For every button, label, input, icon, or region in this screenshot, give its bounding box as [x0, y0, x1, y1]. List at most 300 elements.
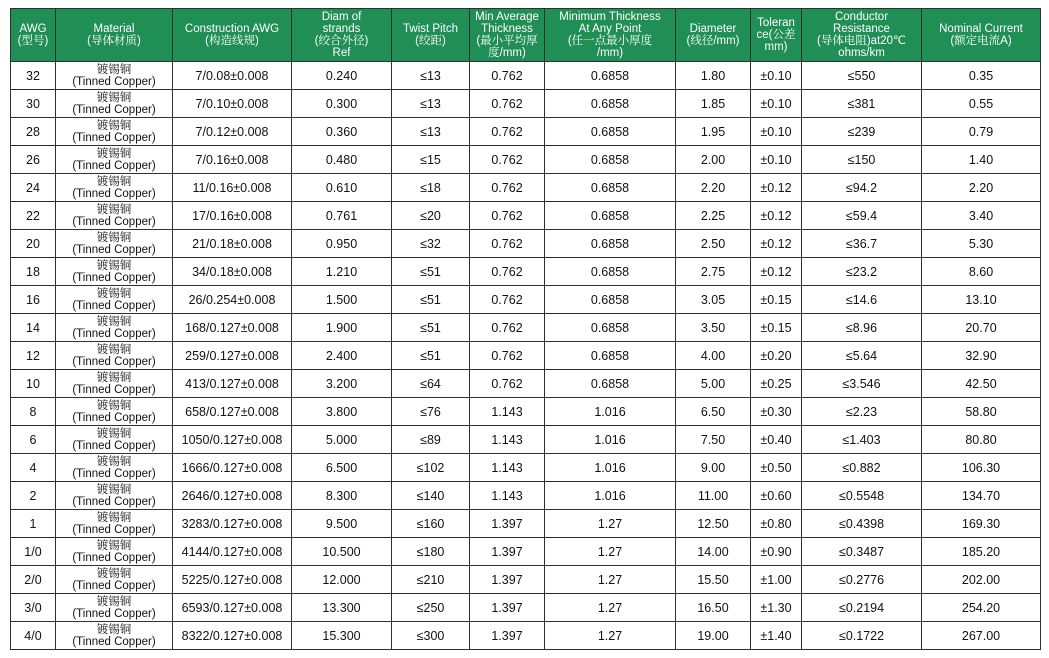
material-cn: 镀锡铜 [96, 91, 132, 104]
cell-construction: 168/0.127±0.008 [173, 314, 292, 342]
table-row [11, 370, 1041, 398]
cell-awg: 1 [11, 510, 56, 538]
cell-min-avg-thickness: 1.143 [470, 426, 545, 454]
cell-resistance: ≤14.6 [802, 286, 922, 314]
cell-min-avg-thickness: 1.143 [470, 482, 545, 510]
header-line: (绞距) [415, 35, 446, 47]
cell-resistance: ≤0.2194 [802, 594, 922, 622]
material-cn: 镀锡铜 [96, 63, 132, 76]
cell-awg: 3/0 [11, 594, 56, 622]
cell-construction: 1666/0.127±0.008 [173, 454, 292, 482]
cell-min-avg-thickness: 1.397 [470, 510, 545, 538]
cell-twist-pitch: ≤160 [392, 510, 470, 538]
material-en: (Tinned Copper) [72, 355, 156, 368]
cell-min-avg-thickness: 0.762 [470, 202, 545, 230]
material-en: (Tinned Copper) [72, 523, 156, 536]
cell-diameter: 2.20 [676, 174, 751, 202]
cell-diam-strands: 5.000 [292, 426, 392, 454]
cell-min-avg-thickness: 1.397 [470, 538, 545, 566]
cell-material [56, 202, 173, 230]
material-cn: 镀锡铜 [96, 343, 132, 356]
cell-diameter: 2.00 [676, 146, 751, 174]
material-cn: 镀锡铜 [96, 287, 132, 300]
material-en: (Tinned Copper) [72, 579, 156, 592]
header-line: (构造线规) [205, 35, 259, 47]
cell-twist-pitch: ≤32 [392, 230, 470, 258]
cell-diam-strands: 12.000 [292, 566, 392, 594]
cell-current: 42.50 [922, 370, 1041, 398]
table-row [11, 258, 1041, 286]
cell-construction: 3283/0.127±0.008 [173, 510, 292, 538]
material-cn: 镀锡铜 [96, 539, 132, 552]
material-cn: 镀锡铜 [96, 595, 132, 608]
table-row [11, 594, 1041, 622]
cell-min-thickness: 1.27 [545, 594, 676, 622]
header-diameter [676, 9, 751, 62]
table-row [11, 202, 1041, 230]
header-line: Conductor [834, 11, 889, 23]
material-cn: 镀锡铜 [96, 427, 132, 440]
header-line: (导体电阻)at20℃ [817, 35, 906, 47]
cell-diam-strands: 9.500 [292, 510, 392, 538]
cell-awg: 22 [11, 202, 56, 230]
cell-current: 169.30 [922, 510, 1041, 538]
cell-min-avg-thickness: 0.762 [470, 146, 545, 174]
table-row [11, 174, 1041, 202]
header-current [922, 9, 1041, 62]
cell-min-thickness: 1.016 [545, 426, 676, 454]
cell-awg: 26 [11, 146, 56, 174]
cell-diameter: 2.50 [676, 230, 751, 258]
cell-construction: 17/0.16±0.008 [173, 202, 292, 230]
header-line: Diam of [321, 11, 362, 23]
cell-current: 185.20 [922, 538, 1041, 566]
cell-material [56, 538, 173, 566]
header-line: (导体材质) [87, 35, 141, 47]
cell-awg: 28 [11, 118, 56, 146]
cell-awg: 12 [11, 342, 56, 370]
cell-material [56, 62, 173, 90]
cell-resistance: ≤0.1722 [802, 622, 922, 650]
cell-min-avg-thickness: 0.762 [470, 230, 545, 258]
header-line: (最小平均厚 [476, 35, 538, 47]
cell-resistance: ≤1.403 [802, 426, 922, 454]
cell-material [56, 426, 173, 454]
cell-tolerance: ±0.10 [751, 90, 802, 118]
cell-awg: 2/0 [11, 566, 56, 594]
cell-twist-pitch: ≤300 [392, 622, 470, 650]
cell-min-avg-thickness: 0.762 [470, 286, 545, 314]
header-line: Diameter [689, 23, 737, 35]
cell-tolerance: ±0.12 [751, 230, 802, 258]
cell-awg: 30 [11, 90, 56, 118]
table-row [11, 622, 1041, 650]
material-en: (Tinned Copper) [72, 271, 156, 284]
cell-current: 3.40 [922, 202, 1041, 230]
cell-tolerance: ±1.30 [751, 594, 802, 622]
cell-resistance: ≤59.4 [802, 202, 922, 230]
cell-resistance: ≤381 [802, 90, 922, 118]
table-row [11, 314, 1041, 342]
table-row [11, 454, 1041, 482]
cell-min-thickness: 0.6858 [545, 314, 676, 342]
cell-diameter: 1.85 [676, 90, 751, 118]
cell-diameter: 15.50 [676, 566, 751, 594]
cell-tolerance: ±0.30 [751, 398, 802, 426]
material-en: (Tinned Copper) [72, 495, 156, 508]
cell-twist-pitch: ≤13 [392, 62, 470, 90]
cell-twist-pitch: ≤64 [392, 370, 470, 398]
cell-tolerance: ±1.00 [751, 566, 802, 594]
cell-min-avg-thickness: 1.397 [470, 622, 545, 650]
cell-twist-pitch: ≤250 [392, 594, 470, 622]
cell-twist-pitch: ≤18 [392, 174, 470, 202]
cell-tolerance: ±0.90 [751, 538, 802, 566]
header-min-thickness [545, 9, 676, 62]
cell-current: 0.79 [922, 118, 1041, 146]
header-line: mm) [764, 41, 788, 53]
cell-construction: 7/0.10±0.008 [173, 90, 292, 118]
cell-construction: 259/0.127±0.008 [173, 342, 292, 370]
table-row [11, 426, 1041, 454]
cell-diam-strands: 0.480 [292, 146, 392, 174]
table-row [11, 146, 1041, 174]
cell-resistance: ≤0.2776 [802, 566, 922, 594]
cell-min-thickness: 1.27 [545, 622, 676, 650]
cell-material [56, 286, 173, 314]
material-cn: 镀锡铜 [96, 259, 132, 272]
header-line: AWG [19, 23, 47, 35]
header-line: strands [322, 23, 361, 35]
cell-material [56, 622, 173, 650]
material-en: (Tinned Copper) [72, 103, 156, 116]
material-cn: 镀锡铜 [96, 203, 132, 216]
cell-twist-pitch: ≤15 [392, 146, 470, 174]
cell-twist-pitch: ≤180 [392, 538, 470, 566]
header-line: Material [93, 23, 135, 35]
cell-current: 80.80 [922, 426, 1041, 454]
cell-resistance: ≤36.7 [802, 230, 922, 258]
cell-tolerance: ±0.15 [751, 286, 802, 314]
cell-material [56, 230, 173, 258]
material-en: (Tinned Copper) [72, 327, 156, 340]
cell-tolerance: ±0.60 [751, 482, 802, 510]
cell-min-avg-thickness: 1.143 [470, 398, 545, 426]
cell-min-thickness: 1.27 [545, 538, 676, 566]
cell-tolerance: ±0.12 [751, 258, 802, 286]
cell-construction: 34/0.18±0.008 [173, 258, 292, 286]
cell-tolerance: ±0.15 [751, 314, 802, 342]
cell-diameter: 6.50 [676, 398, 751, 426]
cell-construction: 7/0.12±0.008 [173, 118, 292, 146]
cell-diam-strands: 0.761 [292, 202, 392, 230]
cell-min-thickness: 0.6858 [545, 90, 676, 118]
cell-awg: 4/0 [11, 622, 56, 650]
cell-min-avg-thickness: 0.762 [470, 62, 545, 90]
cell-material [56, 174, 173, 202]
table-row [11, 230, 1041, 258]
material-cn: 镀锡铜 [96, 567, 132, 580]
cell-diam-strands: 1.210 [292, 258, 392, 286]
cell-diameter: 16.50 [676, 594, 751, 622]
cell-construction: 2646/0.127±0.008 [173, 482, 292, 510]
cell-diam-strands: 13.300 [292, 594, 392, 622]
cell-resistance: ≤94.2 [802, 174, 922, 202]
cell-min-avg-thickness: 1.397 [470, 566, 545, 594]
cell-tolerance: ±0.20 [751, 342, 802, 370]
table-row [11, 342, 1041, 370]
cell-diameter: 3.05 [676, 286, 751, 314]
cell-material [56, 510, 173, 538]
cell-current: 202.00 [922, 566, 1041, 594]
header-line: 度/mm) [488, 47, 526, 59]
cell-current: 134.70 [922, 482, 1041, 510]
cell-awg: 10 [11, 370, 56, 398]
table-row [11, 566, 1041, 594]
cell-twist-pitch: ≤13 [392, 118, 470, 146]
cell-construction: 21/0.18±0.008 [173, 230, 292, 258]
cell-tolerance: ±0.50 [751, 454, 802, 482]
cell-twist-pitch: ≤76 [392, 398, 470, 426]
material-cn: 镀锡铜 [96, 147, 132, 160]
cell-awg: 18 [11, 258, 56, 286]
cell-min-thickness: 0.6858 [545, 174, 676, 202]
material-en: (Tinned Copper) [72, 607, 156, 620]
cell-material [56, 594, 173, 622]
header-awg [11, 9, 56, 62]
cell-material [56, 90, 173, 118]
material-en: (Tinned Copper) [72, 215, 156, 228]
material-cn: 镀锡铜 [96, 119, 132, 132]
cell-diam-strands: 1.500 [292, 286, 392, 314]
cell-awg: 14 [11, 314, 56, 342]
cell-diam-strands: 0.360 [292, 118, 392, 146]
cell-construction: 11/0.16±0.008 [173, 174, 292, 202]
cell-current: 32.90 [922, 342, 1041, 370]
cell-awg: 4 [11, 454, 56, 482]
cell-construction: 5225/0.127±0.008 [173, 566, 292, 594]
header-resistance [802, 9, 922, 62]
cell-tolerance: ±0.25 [751, 370, 802, 398]
cell-material [56, 146, 173, 174]
cell-tolerance: ±1.40 [751, 622, 802, 650]
cell-awg: 32 [11, 62, 56, 90]
cell-awg: 24 [11, 174, 56, 202]
header-line: (任一点最小厚度 [567, 35, 653, 47]
header-line: Min Average [475, 11, 539, 23]
header-line: (型号) [17, 35, 49, 47]
cell-resistance: ≤2.23 [802, 398, 922, 426]
header-line: Twist Pitch [403, 23, 458, 35]
cell-twist-pitch: ≤102 [392, 454, 470, 482]
cell-current: 58.80 [922, 398, 1041, 426]
cell-diameter: 11.00 [676, 482, 751, 510]
cell-diameter: 14.00 [676, 538, 751, 566]
cell-min-thickness: 0.6858 [545, 146, 676, 174]
cell-construction: 1050/0.127±0.008 [173, 426, 292, 454]
header-line: Minimum Thickness [559, 11, 661, 23]
cell-min-thickness: 0.6858 [545, 202, 676, 230]
cell-diam-strands: 3.800 [292, 398, 392, 426]
cell-min-thickness: 1.27 [545, 510, 676, 538]
table-row [11, 482, 1041, 510]
cell-diam-strands: 10.500 [292, 538, 392, 566]
cell-min-thickness: 0.6858 [545, 118, 676, 146]
cell-construction: 7/0.08±0.008 [173, 62, 292, 90]
header-line: /mm) [596, 47, 624, 59]
table-body [11, 62, 1041, 650]
material-en: (Tinned Copper) [72, 383, 156, 396]
cell-resistance: ≤0.3487 [802, 538, 922, 566]
cell-material [56, 482, 173, 510]
cell-current: 8.60 [922, 258, 1041, 286]
cell-diam-strands: 0.610 [292, 174, 392, 202]
cell-resistance: ≤3.546 [802, 370, 922, 398]
cell-diameter: 3.50 [676, 314, 751, 342]
cell-min-thickness: 1.016 [545, 454, 676, 482]
cell-current: 13.10 [922, 286, 1041, 314]
material-en: (Tinned Copper) [72, 635, 156, 648]
material-en: (Tinned Copper) [72, 75, 156, 88]
cell-twist-pitch: ≤140 [392, 482, 470, 510]
cell-material [56, 398, 173, 426]
cell-twist-pitch: ≤20 [392, 202, 470, 230]
table-row [11, 118, 1041, 146]
cell-material [56, 454, 173, 482]
cell-resistance: ≤550 [802, 62, 922, 90]
cell-tolerance: ±0.10 [751, 146, 802, 174]
material-en: (Tinned Copper) [72, 439, 156, 452]
cell-min-avg-thickness: 0.762 [470, 314, 545, 342]
cell-material [56, 566, 173, 594]
cell-min-thickness: 0.6858 [545, 370, 676, 398]
cell-min-avg-thickness: 0.762 [470, 118, 545, 146]
cell-awg: 2 [11, 482, 56, 510]
cell-twist-pitch: ≤51 [392, 286, 470, 314]
cell-material [56, 118, 173, 146]
material-cn: 镀锡铜 [96, 315, 132, 328]
header-line: (额定电流A) [950, 35, 1012, 47]
cell-resistance: ≤0.5548 [802, 482, 922, 510]
cell-construction: 413/0.127±0.008 [173, 370, 292, 398]
awg-spec-table [10, 8, 1041, 650]
cell-resistance: ≤5.64 [802, 342, 922, 370]
cell-resistance: ≤0.882 [802, 454, 922, 482]
header-line: Nominal Current [939, 23, 1023, 35]
cell-awg: 20 [11, 230, 56, 258]
cell-material [56, 314, 173, 342]
header-line: Resistance [833, 23, 890, 35]
cell-material [56, 342, 173, 370]
cell-min-avg-thickness: 0.762 [470, 370, 545, 398]
cell-min-thickness: 1.016 [545, 482, 676, 510]
header-min-avg-thickness [470, 9, 545, 62]
material-cn: 镀锡铜 [96, 483, 132, 496]
cell-diam-strands: 2.400 [292, 342, 392, 370]
material-en: (Tinned Copper) [72, 467, 156, 480]
header-line: ce(公差 [756, 29, 796, 41]
cell-diameter: 19.00 [676, 622, 751, 650]
cell-diameter: 4.00 [676, 342, 751, 370]
header-line: ohms/km [838, 47, 885, 59]
cell-min-avg-thickness: 0.762 [470, 90, 545, 118]
cell-twist-pitch: ≤210 [392, 566, 470, 594]
table-row [11, 62, 1041, 90]
cell-tolerance: ±0.12 [751, 174, 802, 202]
header-diam-strands [292, 9, 392, 62]
header-tolerance [751, 9, 802, 62]
table-row [11, 538, 1041, 566]
cell-resistance: ≤0.4398 [802, 510, 922, 538]
cell-tolerance: ±0.10 [751, 118, 802, 146]
cell-current: 0.35 [922, 62, 1041, 90]
material-en: (Tinned Copper) [72, 187, 156, 200]
cell-min-thickness: 0.6858 [545, 230, 676, 258]
cell-min-avg-thickness: 0.762 [470, 342, 545, 370]
material-en: (Tinned Copper) [72, 411, 156, 424]
material-cn: 镀锡铜 [96, 371, 132, 384]
cell-min-thickness: 1.016 [545, 398, 676, 426]
cell-tolerance: ±0.80 [751, 510, 802, 538]
cell-awg: 16 [11, 286, 56, 314]
material-en: (Tinned Copper) [72, 299, 156, 312]
cell-min-avg-thickness: 0.762 [470, 258, 545, 286]
cell-min-thickness: 0.6858 [545, 342, 676, 370]
cell-diameter: 2.75 [676, 258, 751, 286]
material-cn: 镀锡铜 [96, 175, 132, 188]
material-en: (Tinned Copper) [72, 243, 156, 256]
cell-tolerance: ±0.12 [751, 202, 802, 230]
header-line: (线径/mm) [686, 35, 740, 47]
material-cn: 镀锡铜 [96, 511, 132, 524]
table-row [11, 398, 1041, 426]
cell-diameter: 5.00 [676, 370, 751, 398]
cell-construction: 8322/0.127±0.008 [173, 622, 292, 650]
cell-twist-pitch: ≤13 [392, 90, 470, 118]
table-row [11, 510, 1041, 538]
header-line: At Any Point [578, 23, 642, 35]
table-row [11, 286, 1041, 314]
cell-current: 2.20 [922, 174, 1041, 202]
cell-diam-strands: 0.950 [292, 230, 392, 258]
cell-current: 1.40 [922, 146, 1041, 174]
cell-diameter: 1.80 [676, 62, 751, 90]
header-line: (绞合外径) [314, 35, 369, 47]
cell-diam-strands: 0.300 [292, 90, 392, 118]
cell-construction: 26/0.254±0.008 [173, 286, 292, 314]
header-line: Ref [332, 47, 351, 59]
cell-awg: 8 [11, 398, 56, 426]
cell-current: 20.70 [922, 314, 1041, 342]
header-construction [173, 9, 292, 62]
material-cn: 镀锡铜 [96, 231, 132, 244]
cell-diameter: 7.50 [676, 426, 751, 454]
cell-awg: 1/0 [11, 538, 56, 566]
cell-material [56, 258, 173, 286]
cell-min-thickness: 0.6858 [545, 258, 676, 286]
cell-construction: 6593/0.127±0.008 [173, 594, 292, 622]
cell-diameter: 2.25 [676, 202, 751, 230]
header-twist-pitch [392, 9, 470, 62]
cell-min-thickness: 0.6858 [545, 62, 676, 90]
cell-resistance: ≤239 [802, 118, 922, 146]
material-en: (Tinned Copper) [72, 159, 156, 172]
cell-current: 5.30 [922, 230, 1041, 258]
cell-current: 106.30 [922, 454, 1041, 482]
header-line: Construction AWG [184, 23, 280, 35]
cell-resistance: ≤150 [802, 146, 922, 174]
table-row [11, 90, 1041, 118]
